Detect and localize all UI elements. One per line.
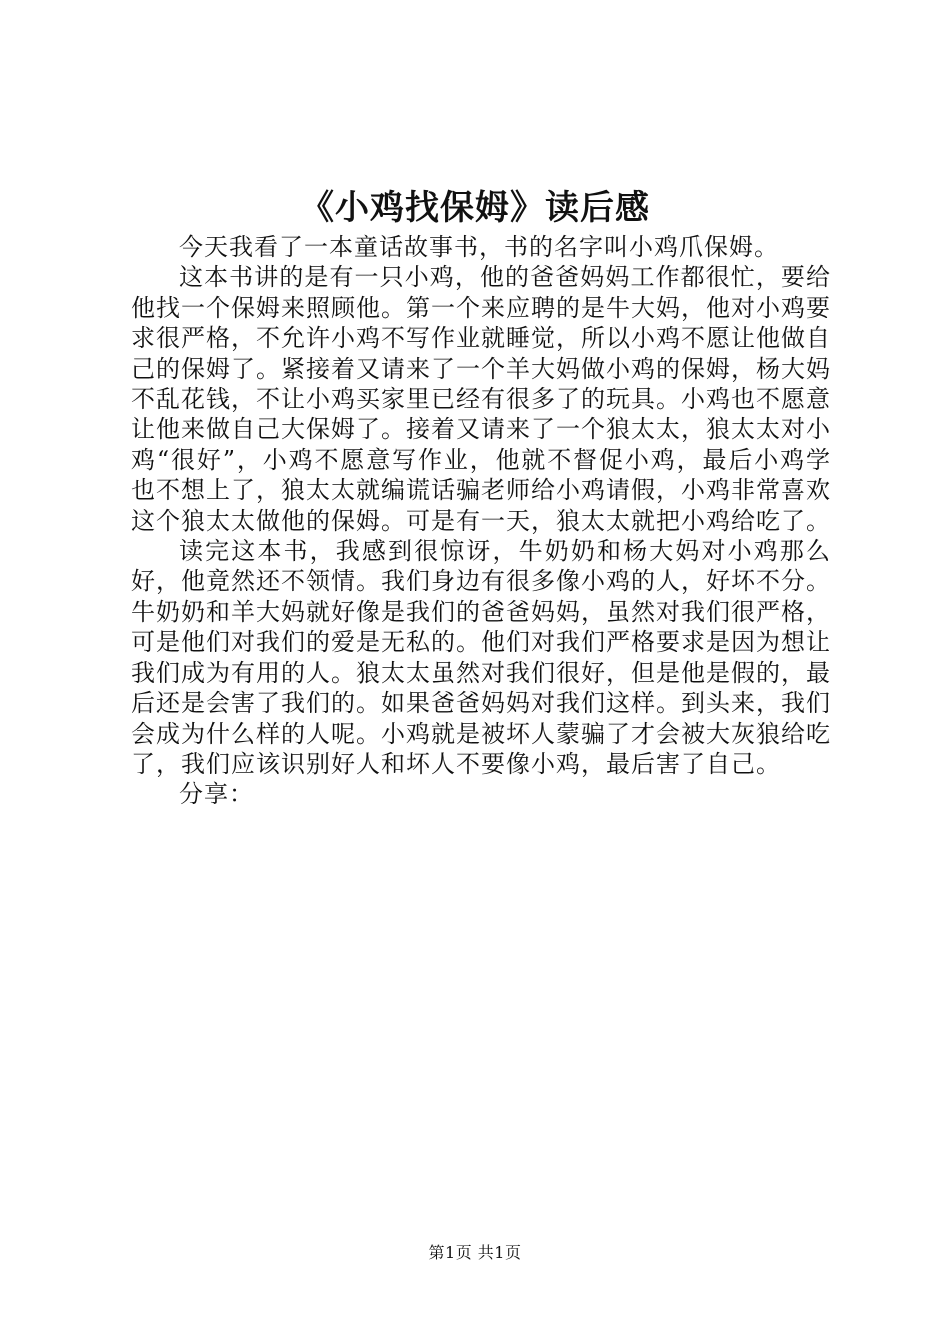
document-body	[131, 232, 831, 810]
document-title: 《小鸡找保姆》读后感	[300, 188, 650, 228]
paragraph-story: 这本书讲的是有一只小鸡，他的爸爸妈妈工作都很忙，要给他找一个保姆来照顾他。第一个来应聘的是牛大妈，他对小鸡要求很严格，不允许小鸡不写作业就睡觉，所以小鸡不愿让他做自己的保姆了。紧接着又请来了一个羊大妈做小鸡的保姆，杨大妈不乱花钱，不让小鸡买家里已经有很多了的玩具。小鸡也不愿意让他来做自己大保姆了。接着又请来了一个狼太太，狼太太对小鸡“很好”，小鸡不愿意写作业，他就不督促小鸡，最后小鸡学也不想上了，狼太太就编谎话骗老师给小鸡请假，小鸡非常喜欢这个狼太太做他的保姆。可是有一天，狼太太就把小鸡给吃了。	[131, 263, 831, 535]
paragraph-intro: 今天我看了一本童话故事书，书的名字叫小鸡爪保姆。	[179, 233, 779, 261]
paragraph-reflection: 读完这本书，我感到很惊讶，牛奶奶和杨大妈对小鸡那么好，他竟然还不领情。我们身边有很多像小鸡的人，好坏不分。牛奶奶和羊大妈就好像是我们的爸爸妈妈，虽然对我们很严格，可是他们对我们的爱是无私的。他们对我们严格要求是因为想让我们成为有用的人。狼太太虽然对我们很好，但是他是假的，最后还是会害了我们的。如果爸爸妈妈对我们这样。到头来，我们会成为什么样的人呢。小鸡就是被坏人蒙骗了才会被大灰狼给吃了，我们应该识别好人和坏人不要像小鸡，最后害了自己。	[131, 537, 831, 778]
page-footer: 第1页 共1页	[428, 1243, 522, 1262]
paragraph-share: 分享：	[179, 780, 254, 809]
